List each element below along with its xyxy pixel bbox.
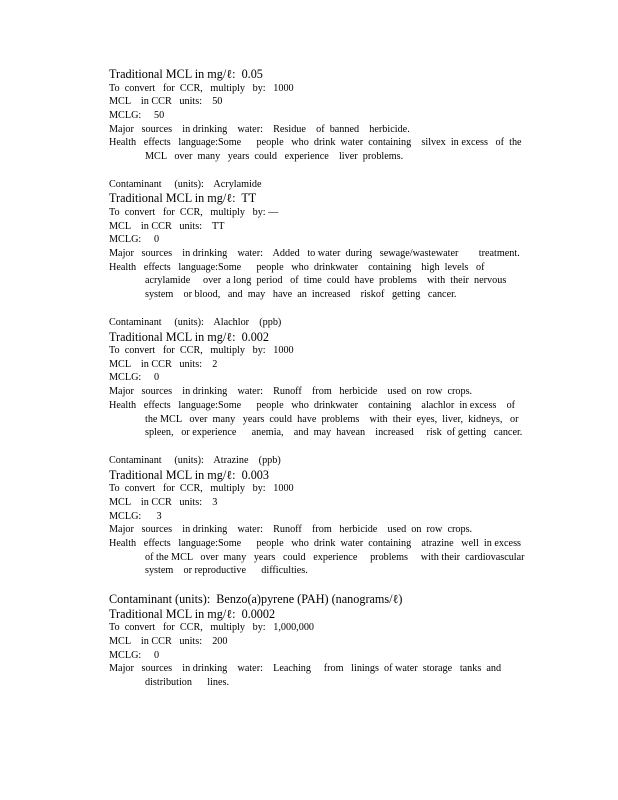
convert-factor: To convert for CCR, multiply by: — [109, 206, 279, 218]
health-effects-cont: MCL over many years could experience liver problems. [145, 151, 404, 163]
contaminant-entry-alachlor [109, 316, 549, 440]
health-effects: Health effects language:Some people who drinkwater containing high levels of [109, 261, 485, 273]
document-page [109, 67, 549, 704]
traditional-mcl: Traditional MCL in mg/ℓ: 0.05 [109, 67, 263, 81]
health-effects: Health effects language:Some people who drinkwater containing alachlor in excess of [109, 399, 516, 411]
mcl-ccr-units: MCL in CCR units: 2 [109, 358, 218, 370]
health-effects-cont: acrylamide over a long period of time could have problems with their nervous [145, 275, 507, 287]
contaminant-name: Contaminant (units): Atrazine (ppb) [109, 454, 281, 466]
health-effects-cont: spleen, or experience anemia, and may havean increased risk of getting cancer. [145, 427, 523, 439]
major-sources-cont: distribution lines. [145, 676, 230, 688]
contaminant-entry-benzo-a-pyrene [109, 592, 549, 690]
health-effects-cont: the MCL over many years could have problems with their eyes, liver, kidneys, or [145, 413, 519, 425]
major-sources: Major sources in drinking water: Residue of banned herbicide. [109, 123, 410, 135]
traditional-mcl: Traditional MCL in mg/ℓ: 0.002 [109, 329, 269, 344]
major-sources: Major sources in drinking water: Runoff from herbicide used on row crops. [109, 524, 473, 536]
mclg: MCLG: 0 [109, 649, 160, 661]
convert-factor: To convert for CCR, multiply by: 1,000,000 [109, 622, 315, 634]
contaminant-entry-atrazine [109, 454, 549, 578]
major-sources: Major sources in drinking water: Leaching from linings of water storage tanks and [109, 663, 502, 675]
major-sources: Major sources in drinking water: Runoff from herbicide used on row crops. [109, 386, 473, 398]
mcl-ccr-units: MCL in CCR units: TT [109, 220, 225, 232]
traditional-mcl: Traditional MCL in mg/ℓ: 0.0002 [109, 606, 276, 621]
major-sources: Major sources in drinking water: Added to water during sewage/wastewater treatment. [109, 248, 520, 260]
mcl-ccr-units: MCL in CCR units: 200 [109, 635, 228, 647]
health-effects: Health effects language:Some people who drink water containing silvex in excess of the [109, 137, 522, 149]
mclg: MCLG: 0 [109, 372, 160, 384]
mclg: MCLG: 3 [109, 510, 162, 522]
contaminant-entry-silvex [109, 67, 549, 164]
contaminant-entry-acrylamide [109, 178, 549, 302]
mclg: MCLG: 0 [109, 234, 160, 246]
mclg: MCLG: 50 [109, 109, 165, 121]
health-effects-cont: of the MCL over many years could experience problems with their cardiovascular [145, 551, 525, 563]
traditional-mcl: Traditional MCL in mg/ℓ: TT [109, 191, 257, 206]
health-effects: Health effects language:Some people who drink water containing atrazine well in excess [109, 537, 521, 549]
health-effects-cont: system or blood, and may have an increased riskof getting cancer. [145, 289, 457, 301]
convert-factor: To convert for CCR, multiply by: 1000 [109, 345, 294, 357]
mcl-ccr-units: MCL in CCR units: 3 [109, 496, 218, 508]
contaminant-name: Contaminant (units): Benzo(a)pyrene (PAH) (nanograms/ℓ) [109, 592, 403, 607]
convert-factor: To convert for CCR, multiply by: 1000 [109, 483, 294, 495]
mcl-ccr-units: MCL in CCR units: 50 [109, 96, 223, 108]
health-effects-cont: system or reproductive difficulties. [145, 565, 308, 577]
contaminant-name: Contaminant (units): Alachlor (ppb) [109, 316, 282, 328]
traditional-mcl: Traditional MCL in mg/ℓ: 0.003 [109, 467, 269, 482]
convert-factor: To convert for CCR, multiply by: 1000 [109, 82, 294, 94]
contaminant-name: Contaminant (units): Acrylamide [109, 178, 262, 190]
